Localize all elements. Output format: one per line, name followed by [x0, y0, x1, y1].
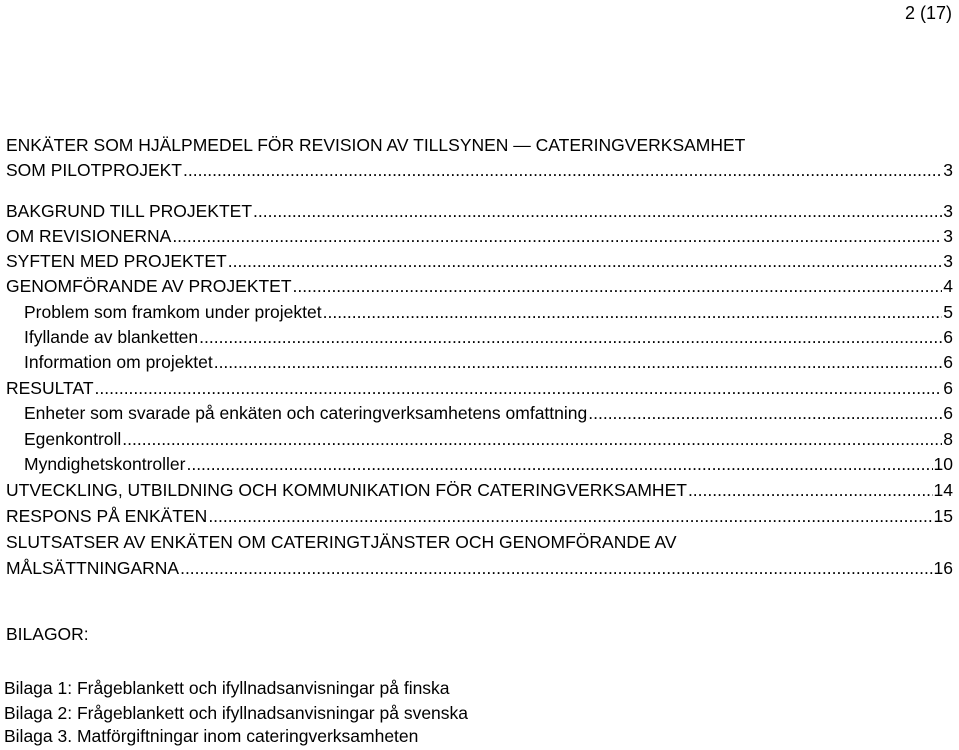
toc-page: 3: [943, 226, 953, 246]
toc-page: 6: [943, 378, 953, 398]
toc-title: Myndighetskontroller: [24, 454, 186, 474]
toc-page: 14: [933, 480, 953, 500]
toc-item[interactable]: [0, 325, 959, 349]
toc-item[interactable]: [0, 350, 959, 374]
toc-heading-line: ENKÄTER SOM HJÄLPMEDEL FÖR REVISION AV TILLSYNEN — CATERINGVERKSAMHET: [6, 135, 746, 155]
toc-leader: [214, 350, 943, 374]
toc-page: 10: [933, 454, 953, 474]
toc-item[interactable]: [0, 199, 959, 223]
bilagor-heading: BILAGOR:: [6, 624, 89, 644]
toc-page: 6: [943, 352, 953, 372]
toc-page: 16: [933, 558, 953, 578]
toc-leader: [172, 224, 942, 248]
toc-page: 6: [943, 403, 953, 423]
toc-item[interactable]: [0, 401, 959, 425]
toc-page: 3: [943, 160, 953, 180]
toc-leader: [228, 249, 943, 273]
toc-item[interactable]: [0, 427, 959, 451]
toc-page: 3: [943, 251, 953, 271]
toc-page: 3: [943, 201, 953, 221]
toc-title: UTVECKLING, UTBILDNING OCH KOMMUNIKATION FÖR CATERINGVERKSAMHET: [6, 480, 687, 500]
toc-item[interactable]: [0, 274, 959, 298]
toc-item[interactable]: [0, 224, 959, 248]
toc-item[interactable]: [0, 452, 959, 476]
toc-title: Egenkontroll: [24, 429, 122, 449]
toc-leader: [180, 556, 932, 580]
page-number: 2 (17): [904, 3, 952, 23]
toc-item[interactable]: [0, 158, 959, 182]
toc-leader: [183, 158, 942, 182]
toc-title: RESULTAT: [6, 378, 94, 398]
toc-title: MÅLSÄTTNINGARNA: [6, 558, 180, 578]
toc-title-line[interactable]: SLUTSATSER AV ENKÄTEN OM CATERINGTJÄNSTER OCH GENOMFÖRANDE AV: [6, 532, 677, 552]
toc-leader: [688, 478, 933, 502]
toc-item[interactable]: [0, 376, 959, 400]
bilaga-item: Bilaga 1: Frågeblankett och ifyllnadsanvisningar på finska: [4, 678, 450, 698]
toc-page: 5: [943, 302, 953, 322]
toc-leader: [122, 427, 942, 451]
toc-page: 4: [943, 276, 953, 296]
toc-title: RESPONS PÅ ENKÄTEN: [6, 506, 208, 526]
toc-title: SYFTEN MED PROJEKTET: [6, 251, 227, 271]
toc-leader: [323, 300, 943, 324]
toc-title: GENOMFÖRANDE AV PROJEKTET: [6, 276, 292, 296]
bilaga-item: Bilaga 3. Matförgiftningar inom cateringverksamheten: [4, 726, 419, 746]
toc-title: OM REVISIONERNA: [6, 226, 172, 246]
toc-leader: [253, 199, 942, 223]
toc-item[interactable]: [0, 556, 959, 580]
toc-title: Problem som framkom under projektet: [24, 302, 322, 322]
toc-title: Enheter som svarade på enkäten och cateringverksamhetens omfattning: [24, 403, 588, 423]
toc-item[interactable]: [0, 249, 959, 273]
toc-item[interactable]: [0, 504, 959, 528]
toc-leader: [199, 325, 942, 349]
toc-leader: [95, 376, 943, 400]
toc-page: 8: [943, 429, 953, 449]
toc-leader: [293, 274, 943, 298]
toc-page: 15: [933, 506, 953, 526]
toc-title: Ifyllande av blanketten: [24, 327, 199, 347]
bilaga-item: Bilaga 2: Frågeblankett och ifyllnadsanvisningar på svenska: [4, 703, 469, 723]
toc-title: SOM PILOTPROJEKT: [6, 160, 182, 180]
toc-title: Information om projektet: [24, 352, 213, 372]
toc-item[interactable]: [0, 478, 959, 502]
toc-page: 6: [943, 327, 953, 347]
toc-item[interactable]: [0, 300, 959, 324]
toc-leader: [588, 401, 942, 425]
toc-title: BAKGRUND TILL PROJEKTET: [6, 201, 253, 221]
toc-leader: [186, 452, 932, 476]
toc-leader: [208, 504, 932, 528]
